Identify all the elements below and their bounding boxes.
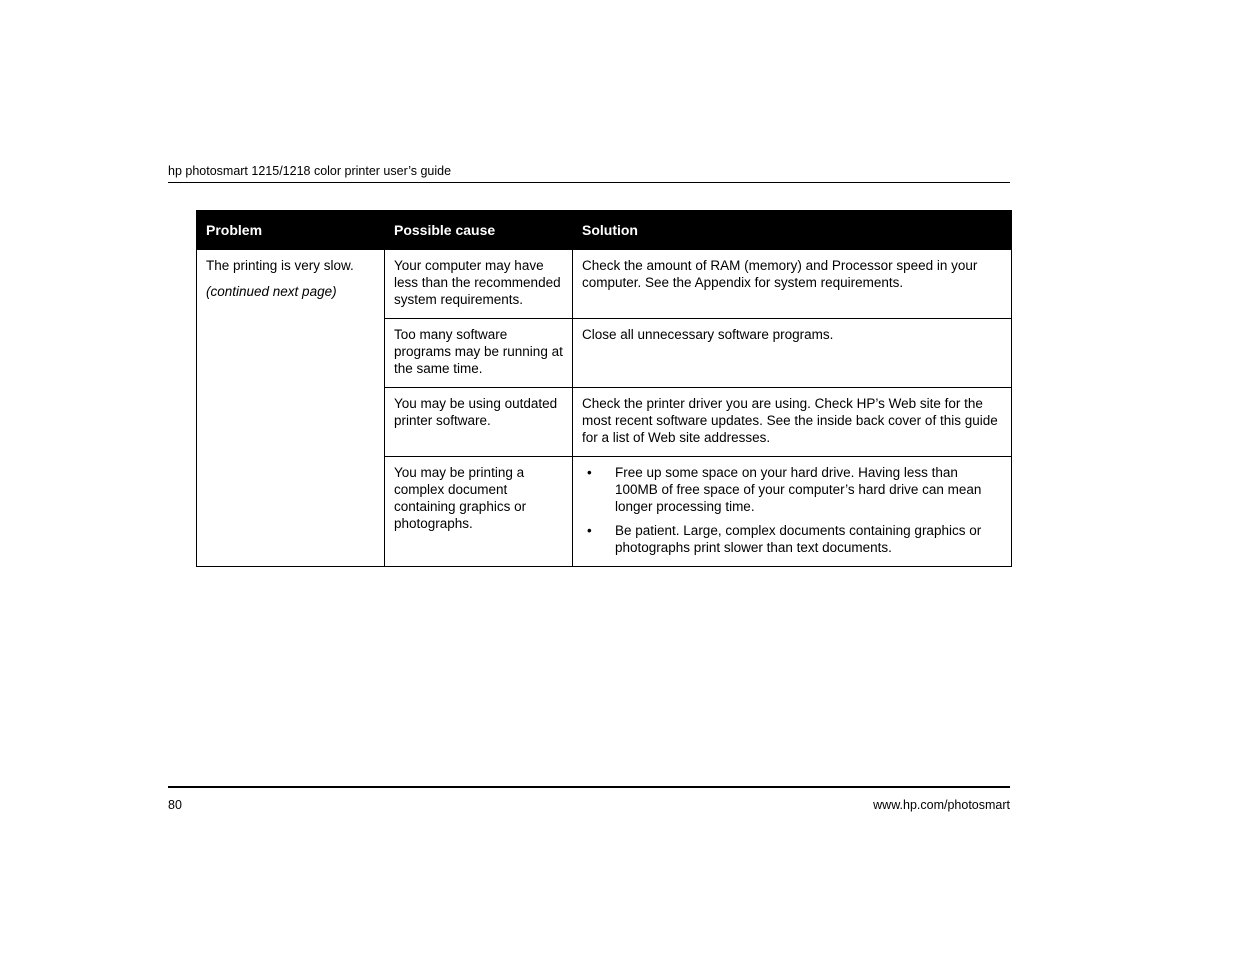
- column-header-solution: Solution: [573, 211, 1012, 250]
- bullet-icon: •: [587, 465, 592, 480]
- solution-cell: Close all unnecessary software programs.: [573, 319, 1012, 388]
- bullet-text: Free up some space on your hard drive. Having less than 100MB of free space of your computer’s hard drive can mean longer processing time.: [615, 465, 982, 514]
- list-item: [582, 464, 1002, 515]
- table-row: [197, 250, 1012, 319]
- problem-text: The printing is very slow.: [206, 258, 354, 273]
- cause-cell: You may be using outdated printer software.: [385, 388, 573, 457]
- solution-bullet-list: [582, 464, 1002, 556]
- cause-cell: Too many software programs may be running at the same time.: [385, 319, 573, 388]
- solution-cell: Check the printer driver you are using. Check HP’s Web site for the most recent software updates. See the inside back cover of this guide for a list of Web site addresses.: [573, 388, 1012, 457]
- page-number: 80: [168, 798, 182, 812]
- solution-cell: [573, 457, 1012, 567]
- running-header: hp photosmart 1215/1218 color printer user’s guide: [168, 164, 452, 178]
- problem-cell: [197, 250, 385, 567]
- table-header-row: [197, 211, 1012, 250]
- bullet-icon: •: [587, 523, 592, 538]
- solution-cell: Check the amount of RAM (memory) and Processor speed in your computer. See the Appendix for system requirements.: [573, 250, 1012, 319]
- list-item: [582, 522, 1002, 556]
- troubleshooting-table: [196, 210, 1012, 567]
- footer-divider: [168, 786, 1010, 788]
- continued-note: (continued next page): [206, 284, 337, 299]
- cause-cell: Your computer may have less than the recommended system requirements.: [385, 250, 573, 319]
- cause-cell: You may be printing a complex document containing graphics or photographs.: [385, 457, 573, 567]
- column-header-possible-cause: Possible cause: [385, 211, 573, 250]
- header-divider: [168, 182, 1010, 183]
- bullet-text: Be patient. Large, complex documents containing graphics or photographs print slower than text documents.: [615, 523, 982, 555]
- footer-url: www.hp.com/photosmart: [873, 798, 1010, 812]
- column-header-problem: Problem: [197, 211, 385, 250]
